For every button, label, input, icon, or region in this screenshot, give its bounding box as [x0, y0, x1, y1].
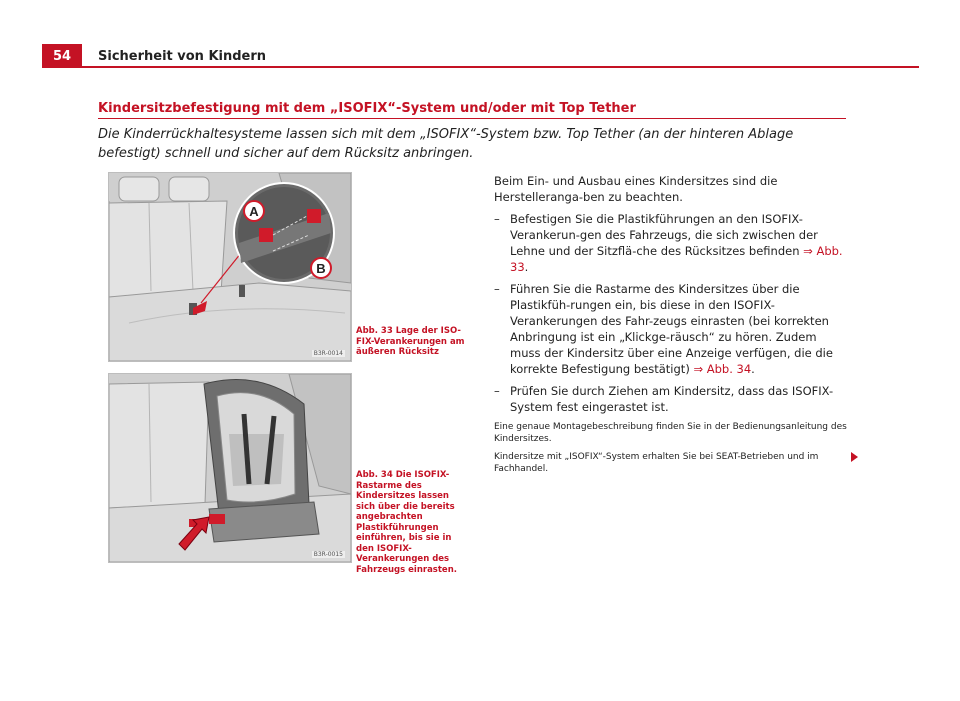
instruction-step: [494, 383, 848, 415]
figure-33-link[interactable]: ⇒ Abb. 33: [510, 244, 843, 274]
step-end: .: [751, 362, 755, 376]
child-seat-illustration: [109, 374, 351, 562]
step-text: Prüfen Sie durch Ziehen am Kindersitz, dass das ISOFIX-System fest eingerastet ist.: [510, 384, 834, 414]
step-dash: –: [494, 384, 500, 398]
continue-arrow-icon: [851, 452, 858, 462]
step-dash: –: [494, 212, 500, 226]
note-manual: Eine genaue Montagebeschreibung finden Sie in der Bedienungsanleitung des Kindersitzes.: [494, 422, 847, 444]
figure-33-code: B3R-0014: [313, 350, 343, 357]
figure-34-code: B3R-0015: [313, 551, 343, 558]
body-column: [494, 173, 848, 481]
figure-34-caption: Abb. 34 Die ISOFIX-Rastarme des Kindersitzes lassen sich über die bereits angebrachten Plastikführungen einführen, bis sie in den ISOFIX-Verankerungen des Fahrzeugs einrasten.: [356, 470, 457, 575]
callout-a: A: [249, 204, 259, 219]
note-dealers: Kindersitze mit „ISOFIX“-System erhalten Sie bei SEAT-Betrieben und im Fachhandel.: [494, 452, 819, 474]
step-text: Befestigen Sie die Plastikführungen an den ISOFIX-Verankerun-gen des Fahrzeugs, die sich zwischen der Lehne und der Sitzflä-che des Rücksitzes befinden: [510, 212, 818, 258]
figure-33-caption: Abb. 33 Lage der ISO-FIX-Verankerungen am äußeren Rücksitz: [356, 326, 465, 357]
page-header-title: Sicherheit von Kindern: [98, 49, 267, 64]
body-lead: Beim Ein- und Ausbau eines Kindersitzes sind die Herstelleranga-ben zu beachten.: [494, 174, 778, 204]
instruction-list: [494, 211, 848, 415]
isofix-anchors-illustration: [109, 173, 351, 361]
figure-33-image: [108, 172, 352, 362]
step-text: Führen Sie die Rastarme des Kindersitzes über die Plastikfüh-rungen ein, bis diese in den ISOFIX-Verankerungen des Fahr-zeugs einrasten (bei korrekten Anbringung ist ein „Klickge-räusch“ zu hören. Zudem muss der Kindersitz über eine Anzeige verfügen, die die korrekte Befestigung bestätigt): [510, 282, 833, 376]
section-title: Kindersitzbefestigung mit dem „ISOFIX“-System und/oder mit Top Tether: [98, 101, 636, 116]
step-end: .: [524, 260, 529, 274]
instruction-step: [494, 281, 848, 377]
figure-34-link[interactable]: ⇒ Abb. 34: [693, 362, 752, 376]
page-number: 54: [42, 44, 82, 68]
callout-b: B: [316, 261, 326, 276]
figure-34-image: [108, 373, 352, 563]
header-divider: [42, 66, 919, 68]
step-dash: –: [494, 282, 500, 296]
section-divider: [98, 118, 846, 119]
instruction-step: [494, 211, 848, 275]
section-intro: Die Kinderrückhaltesysteme lassen sich mit dem „ISOFIX“-System bzw. Top Tether (an der hinteren Ablage befestigt) schnell und sicher auf dem Rücksitz anbringen.: [98, 127, 794, 161]
